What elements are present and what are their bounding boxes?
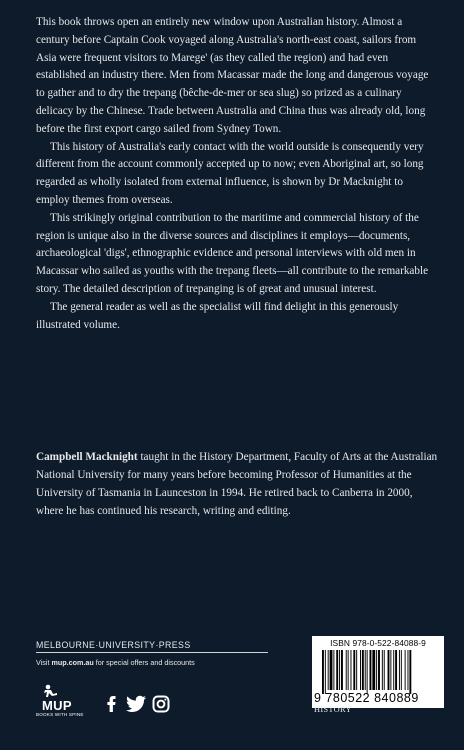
publisher-rule [36,652,268,653]
barcode-bar [325,650,326,694]
mup-logo-text: MUP [42,698,72,713]
barcode-bar [333,650,334,690]
barcode-bar [390,650,391,690]
publisher-url[interactable]: mup.com.au [51,658,94,667]
barcode-bar [336,650,338,690]
barcode-bar [365,650,366,690]
barcode-bars [318,650,440,694]
visit-suffix: for special offers and discounts [93,658,195,667]
category-label: HISTORY [314,705,352,714]
facebook-icon[interactable] [102,695,120,713]
barcode-bar [405,650,406,690]
barcode-bar [393,650,394,690]
barcode-bar [362,650,364,690]
author-bio-text [36,448,440,520]
author-name: Campbell Macknight [36,451,138,463]
barcode-bar [341,650,343,690]
publisher-name: MELBOURNE·UNIVERSITY·PRESS [36,640,191,650]
twitter-icon[interactable] [125,695,147,713]
publisher-visit-line [36,658,268,667]
blurb-paragraph-1: This book throws open an entirely new window upon Australian history. Almost a century before Captain Cook voyaged along Australia's north-east coast, sailors from Asia were frequent visitors to Marege' (as they called the region) and had even established an industry there. Men from Macassar made the long and dangerous voyage to gather and to dry the trepang (bêche-de-mer or sea slug) so prized as a culinary delicacy by the Chinese. Trade between Australia and China thus was already old, long before the first export cargo sailed from Sydney Town. [36,16,429,135]
barcode-bar [395,650,397,690]
reader-figure-icon [40,684,60,698]
visit-prefix: Visit [36,658,52,667]
barcode-bar [376,650,377,690]
logo-row [36,684,216,718]
barcode [312,636,444,708]
author-bio [36,448,440,520]
barcode-bar [351,650,352,690]
mup-logo [36,684,90,718]
barcode-bar [370,650,372,690]
mup-logo-tagline: BOOKS WITH SPINE [36,712,84,717]
publisher-block [36,640,268,667]
instagram-icon[interactable] [152,695,170,713]
barcode-bar [367,650,368,694]
barcode-bar [408,650,409,690]
barcode-bar [330,650,333,690]
barcode-bar [353,650,355,690]
barcode-bar [378,650,380,690]
barcode-bar [322,650,324,694]
barcode-bar [372,650,375,690]
barcode-bar [382,650,383,690]
barcode-bar [348,650,349,690]
isbn-label: ISBN 978-0-522-84088-9 [330,638,426,648]
barcode-digits: 9 780522 840889 [314,691,419,705]
barcode-bar [360,650,361,690]
barcode-bar [346,650,347,690]
barcode-bar [339,650,340,690]
author-bio-body: taught in the History Department, Faculty of Arts at the Australian National University for many years before becoming Professor of Humanities at the University of Tasmania in Launceston in 1994. He retired back to Canberra in 2000, where he has continued his research, writing and editing. [36,451,438,517]
blurb [36,14,436,334]
barcode-bar [328,650,329,690]
barcode-bar [409,650,411,694]
barcode-bar [384,650,385,690]
barcode-bar [401,650,402,690]
blurb-paragraph-2: This history of Australia's early contact with the world outside is consequently very different from the account commonly accepted up to now; even Aboriginal art, so long regarded as wholly isolated from external influence, is shown by Dr Macknight to employ themes from overseas. [36,140,424,206]
barcode-bar [356,650,357,690]
blurb-paragraph-3: This strikingly original contribution to the maritime and commercial history of the region is unique also in the diverse sources and disciplines it employs—documents, archaeological 'digs', ethnographic evidence and personal interviews with old men in Macassar who sailed as youths with the trepang fleets—all contribute to the remarkable story. The detailed description of trepanging is of great and unusual interest. [36,211,429,295]
barcode-bar [388,650,390,690]
blurb-paragraph-4: The general reader as well as the specialist will find delight in this generously illustrated volume. [36,300,399,331]
barcode-bar [399,650,400,690]
